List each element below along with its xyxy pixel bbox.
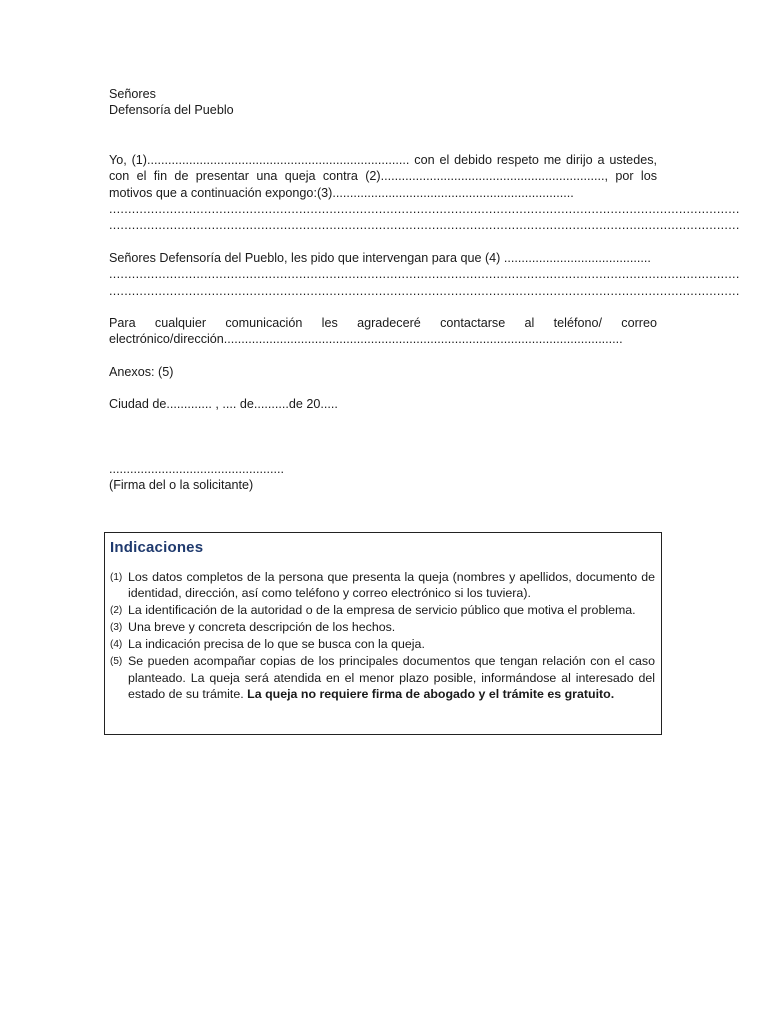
instruction-item: [110, 569, 655, 602]
instruction-text: Una breve y concreta descripción de los hechos.: [128, 619, 396, 634]
instruction-text-regular: Se pueden acompañar copias de los principales documentos que tengan relación con el caso planteado. La queja será atendida en el menor plazo posible, informándose al interesado del estado de su trámite.: [128, 654, 655, 702]
instruction-text: La indicación precisa de lo que se busca con la queja.: [128, 637, 425, 652]
contact-paragraph: Para cualquier comunicación les agradeceré contactarse al teléfono/ correo electrónico/dirección..................................................................................................................: [109, 316, 657, 347]
request-paragraph: Señores Defensoría del Pueblo, les pido que intervengan para que (4) ..........................................: [109, 250, 651, 265]
instruction-text: Los datos completos de la persona que presenta la queja (nombres y apellidos, documento de identidad, dirección, así como teléfono y correo electrónico si los tuviera).: [128, 570, 655, 601]
instruction-item: [110, 619, 655, 636]
instructions-box: [104, 532, 662, 735]
instruction-item: [110, 653, 655, 702]
spacer: [109, 348, 657, 364]
letter-body: [109, 86, 740, 494]
complaint-fill-line: ......................................................................................................................................................................: [109, 218, 740, 233]
request-fill-line: ......................................................................................................................................................................: [109, 283, 740, 298]
instruction-number: (2): [110, 604, 123, 616]
signature-line: ..................................................: [109, 461, 284, 476]
instruction-number: (1): [110, 572, 123, 583]
instruction-text: La identificación de la autoridad o de la empresa de servicio público que motiva el problema.: [128, 602, 636, 617]
instruction-number: (5): [110, 656, 123, 668]
spacer: [109, 119, 657, 152]
complaint-fill-line: ......................................................................................................................................................................: [109, 202, 740, 217]
salutation-line-2: Defensoría del Pueblo: [109, 103, 234, 118]
instruction-text-bold: La queja no requiere firma de abogado y el trámite es gratuito.: [247, 687, 615, 702]
spacer: [109, 380, 657, 396]
salutation-line-1: Señores: [109, 87, 156, 101]
instruction-number: (4): [110, 639, 123, 651]
spacer: [109, 413, 657, 461]
instruction-number: (3): [110, 621, 123, 633]
request-fill-line: ......................................................................................................................................................................: [109, 267, 740, 282]
instructions-list: [110, 569, 655, 702]
anexos-line: Anexos: (5): [109, 364, 174, 379]
signature-caption: (Firma del o la solicitante): [109, 478, 254, 493]
spacer: [109, 299, 657, 315]
instruction-item: [110, 636, 655, 653]
spacer: [109, 234, 657, 250]
city-date-line: Ciudad de............. , .... de..........de 20.....: [109, 397, 338, 412]
instructions-title: Indicaciones: [110, 539, 204, 556]
instruction-text: [128, 653, 655, 702]
instruction-item: [110, 602, 655, 619]
complaint-paragraph: Yo, (1)........................................................................... con el debido respeto me dirijo a ustedes, con el fin de presentar una queja contra (2)................................................................, por los motivos que a continuación expongo:(3).....................................................................: [109, 152, 657, 200]
